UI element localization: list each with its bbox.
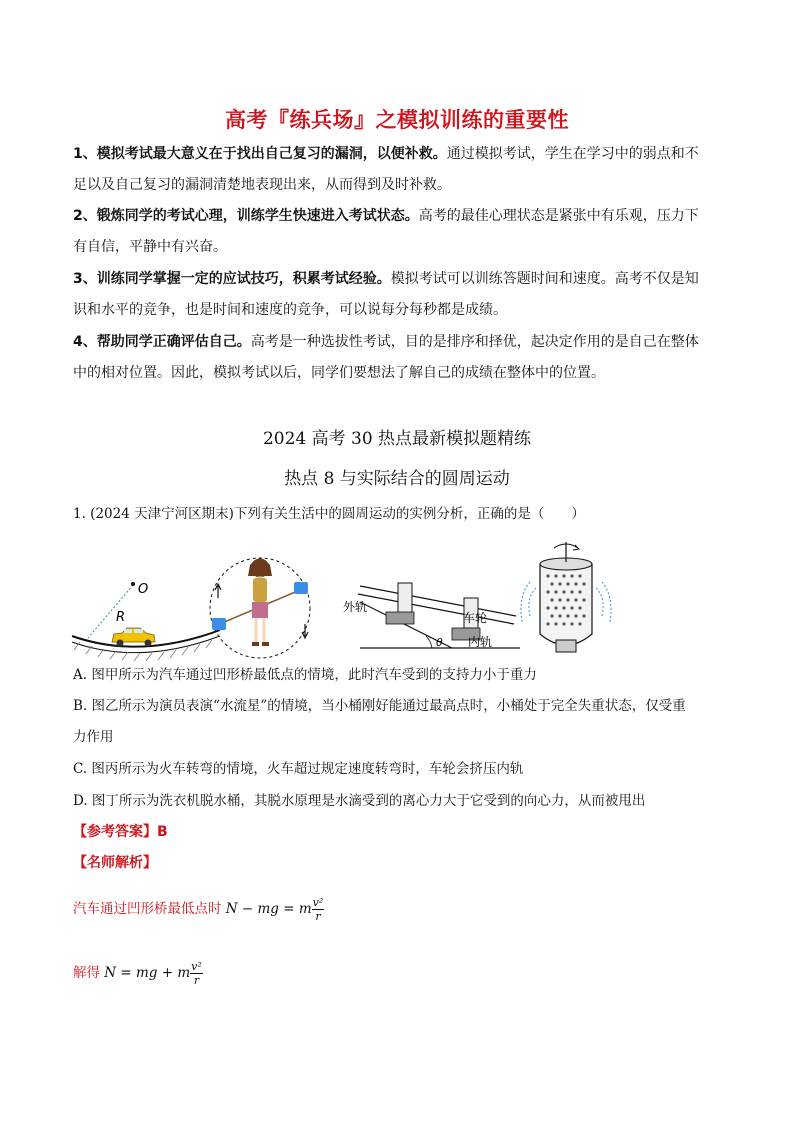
answer-label: 【参考答案】B — [73, 824, 168, 840]
label-r: R — [116, 610, 126, 625]
question-stem: 1. (2024 天津宁河区期末)下列有关生活中的圆周运动的实例分析，正确的是（ ） — [73, 506, 585, 522]
figure-train-curve — [343, 583, 520, 649]
question-figures — [60, 538, 620, 664]
intro-item-3: 3、训练同学掌握一定的应试技巧，积累考试经验。模拟考试可以训练答题时间和速度。高考不仅是知 识和水平的竞争，也是时间和速度的竞争，可以说每分每秒都是成绩。 — [73, 271, 699, 318]
label-o: O — [138, 582, 149, 597]
section-heading: 2024 高考 30 热点最新模拟题精练 — [262, 429, 532, 449]
solution-step-2: 解得 N = mg + m $\frac{\text{v²}}{r}$ — [73, 960, 202, 987]
intro-item-4: 4、帮助同学正确评估自己。高考是一种选拔性考试，目的是排序和择优，起决定作用的是自己在整体 中的相对位置。因此，模拟考试以后，同学们要想法了解自己的成绩在整体中的位置。 — [73, 334, 699, 381]
option-b: B. 图乙所示为演员表演“水流星”的情境，当小桶刚好能通过最高点时，小桶处于完全失重状态，仅受重 力作用 — [73, 698, 686, 745]
option-a: A. 图甲所示为汽车通过凹形桥最低点的情境，此时汽车受到的支持力小于重力 — [73, 667, 537, 683]
option-c: C. 图丙所示为火车转弯的情境，火车超过规定速度转弯时，车轮会挤压内轨 — [73, 761, 524, 777]
solution-step-1: 汽车通过凹形桥最低点时 N − mg = m $\frac{\text{v²}}{r}$ — [73, 896, 324, 923]
label-inner-rail: 内轨 — [468, 635, 493, 649]
label-theta: θ — [436, 636, 443, 649]
figure-concave-bridge — [72, 582, 220, 661]
figure-water-meteor — [210, 558, 310, 658]
performer-icon — [248, 559, 272, 647]
topic-heading: 热点 8 与实际结合的圆周运动 — [284, 469, 510, 489]
analysis-label: 【名师解析】 — [73, 855, 157, 871]
intro-item-2: 2、锻炼同学的考试心理，训练学生快速进入考试状态。高考的最佳心理状态是紧张中有乐观，压力下 有自信，平静中有兴奋。 — [73, 208, 699, 255]
label-outer-rail: 外轨 — [343, 600, 368, 614]
page-title: 高考『练兵场』之模拟训练的重要性 — [225, 108, 569, 132]
label-wheel: 车轮 — [463, 611, 488, 625]
option-d: D. 图丁所示为洗衣机脱水桶，其脱水原理是水滴受到的离心力大于它受到的向心力，从而被甩出 — [73, 793, 646, 809]
figure-spin-drum — [521, 542, 611, 652]
car-icon — [112, 628, 155, 647]
intro-item-1: 1、模拟考试最大意义在于找出自己复习的漏洞，以便补救。通过模拟考试，学生在学习中的弱点和不 足以及自己复习的漏洞清楚地表现出来，从而得到及时补救。 — [73, 146, 699, 193]
